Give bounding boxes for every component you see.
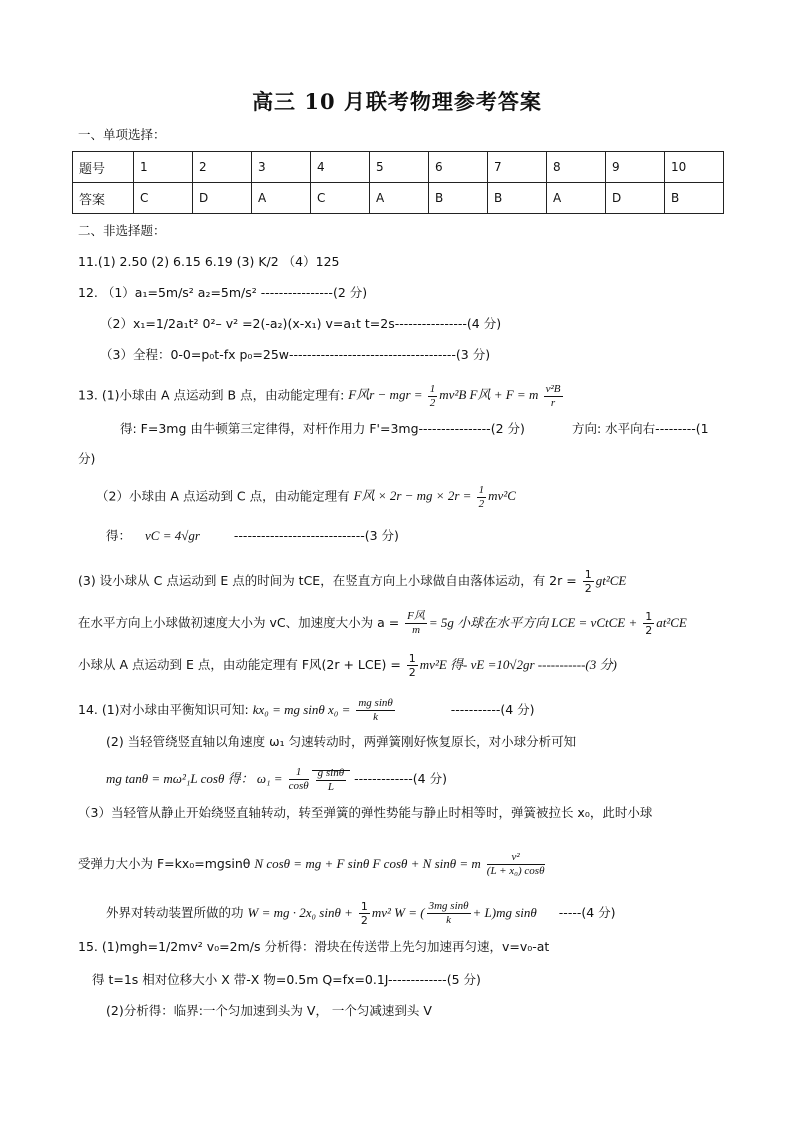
row-label-answer: 答案 bbox=[73, 183, 134, 214]
q11-answer: 11.(1) 2.50 (2) 6.15 6.19 (3) K/2 （4）125 bbox=[78, 254, 340, 269]
fraction-den: r bbox=[550, 397, 556, 409]
fraction bbox=[405, 610, 427, 637]
fraction-num: F风 bbox=[407, 610, 425, 622]
formula-text: mv²E 得- vE =10√2gr -----------(3 分) bbox=[419, 657, 617, 672]
fraction bbox=[356, 697, 394, 724]
fraction-den: cosθ bbox=[288, 780, 309, 792]
formula-text: mg tanθ = mω²₁L cosθ 得： ω₁ = bbox=[106, 771, 283, 786]
q13-score-tail: 分) bbox=[78, 451, 96, 466]
q14-part2-formula bbox=[106, 766, 447, 794]
table-cell: A bbox=[370, 183, 429, 214]
q13-part3-line3 bbox=[78, 652, 617, 679]
fraction bbox=[289, 766, 309, 793]
fraction-den: 2 bbox=[478, 498, 485, 510]
q14-part2: (2) 当轻管绕竖直轴以角速度 ω₁ 匀速转动时，两弹簧刚好恢复原长，对小球分析可知 bbox=[106, 734, 577, 749]
table-cell: 4 bbox=[311, 152, 370, 183]
formula-text: W = mg · 2x₀ sinθ + bbox=[247, 905, 353, 920]
q13-part2-text: （2）小球由 A 点运动到 C 点，由动能定理有 bbox=[96, 488, 350, 504]
table-cell: B bbox=[665, 183, 724, 214]
table-cell: 8 bbox=[547, 152, 606, 183]
q13-part1 bbox=[78, 383, 565, 410]
fraction-den: 2 bbox=[645, 624, 653, 637]
fraction-den: (L + x₀) cosθ bbox=[486, 865, 545, 877]
q13-part3-line2 bbox=[78, 610, 687, 637]
table-cell: 1 bbox=[134, 152, 193, 183]
fraction-num: 1 bbox=[584, 568, 592, 581]
table-cell: 7 bbox=[488, 152, 547, 183]
fraction-num: 1 bbox=[645, 610, 653, 623]
fraction-den: 2 bbox=[408, 666, 416, 679]
fraction-den: k bbox=[373, 711, 378, 723]
formula-text: kx₀ = mg sinθ x₀ = bbox=[252, 702, 351, 717]
table-cell: C bbox=[134, 183, 193, 214]
formula-text: = 5g 小球在水平方向 LCE = vCtCE + bbox=[428, 615, 638, 630]
fraction-den: 2 bbox=[360, 914, 368, 927]
table-cell: 5 bbox=[370, 152, 429, 183]
table-cell: 10 bbox=[665, 152, 724, 183]
table-cell: B bbox=[429, 183, 488, 214]
q12-part3: （3）全程：0-0=p₀t-fx p₀=25w-------------------------------------(3 分) bbox=[100, 347, 491, 362]
fraction-num: 3mg sinθ bbox=[428, 900, 469, 912]
q13-direction: 方向: 水平向右---------(1 bbox=[572, 421, 709, 436]
section-heading-nonchoice: 二、非选择题： bbox=[78, 223, 166, 238]
formula-text: mv² W = ( bbox=[371, 905, 425, 920]
score-dashes: -------------(4 分) bbox=[354, 771, 447, 786]
q15-part1-line1: 15. (1)mgh=1/2mv² v₀=2m/s 分析得：滑块在传送带上先匀加速再匀速，v=v₀-at bbox=[78, 939, 550, 954]
table-cell: 6 bbox=[429, 152, 488, 183]
fraction-den: 2 bbox=[429, 397, 436, 409]
fraction-den: m bbox=[412, 624, 421, 636]
fraction-num: 1 bbox=[429, 383, 436, 395]
q13-part2-result bbox=[106, 527, 399, 545]
fraction-den: 2 bbox=[584, 582, 592, 595]
q13-part3-text2: 在水平方向上小球做初速度大小为 vC、加速度大小为 a = bbox=[78, 615, 400, 630]
q14-part3-line1: （3）当轻管从静止开始绕竖直轴转动，转至弹簧的弹性势能与静止时相等时，弹簧被拉长 x₀，此时小球 bbox=[78, 805, 653, 820]
q13-result1: 得: F=3mg 由牛顿第三定律得，对杆作用力 F'=3mg----------------(2 分) bbox=[120, 421, 525, 436]
fraction-num: mg sinθ bbox=[358, 697, 393, 709]
fraction-num: v² bbox=[487, 851, 545, 865]
fraction-den: L bbox=[327, 780, 334, 793]
table-cell: 2 bbox=[193, 152, 252, 183]
formula-text: + L)mg sinθ bbox=[472, 905, 537, 920]
fraction bbox=[643, 610, 654, 637]
q13-part3-line1 bbox=[78, 568, 626, 595]
q15-part1-line2: 得 t=1s 相对位移大小 X 带-X 物=0.5m Q=fx=0.1J-------------(5 分) bbox=[92, 972, 481, 987]
sqrt-expression bbox=[312, 766, 351, 793]
table-row-answers bbox=[73, 183, 724, 214]
table-cell: D bbox=[193, 183, 252, 214]
fraction-num: 1 bbox=[360, 900, 368, 913]
row-label-question: 题号 bbox=[73, 152, 134, 183]
fraction bbox=[477, 484, 487, 511]
q14-part3-text: 受弹力大小为 F=kx₀=mgsinθ bbox=[78, 856, 251, 871]
q13-part2 bbox=[96, 484, 516, 511]
fraction bbox=[427, 900, 471, 927]
score-dashes: -----(4 分) bbox=[558, 905, 616, 920]
table-cell: A bbox=[252, 183, 311, 214]
fraction-den: k bbox=[446, 914, 451, 926]
table-cell: 9 bbox=[606, 152, 665, 183]
q13-part1-text: 13. (1)小球由 A 点运动到 B 点，由动能定理有: bbox=[78, 387, 345, 403]
q14-work-text: 外界对转动装置所做的功 bbox=[106, 905, 244, 920]
fraction bbox=[428, 383, 438, 410]
answer-table bbox=[72, 151, 724, 214]
table-row-question-numbers bbox=[73, 152, 724, 183]
fraction bbox=[583, 568, 594, 595]
q13-part3-text: (3) 设小球从 C 点运动到 E 点的时间为 tCE，在竖直方向上小球做自由落体运动，有 2r = bbox=[78, 573, 577, 588]
fraction-num: g sinθ bbox=[317, 766, 345, 779]
q14-part3-line2 bbox=[78, 851, 547, 878]
fraction bbox=[544, 383, 563, 410]
q12-part2: （2）x₁=1/2a₁t² 0²– v² =2(-a₂)(x-x₁) v=a₁t t=2s----------------(4 分) bbox=[100, 316, 502, 331]
q12-part1: 12. （1）a₁=5m/s² a₂=5m/s² ----------------(2 分) bbox=[78, 285, 368, 300]
formula-text: mv²B F风 + F = m bbox=[439, 387, 539, 403]
q14-part1-text: 14. (1)对小球由平衡知识可知: bbox=[78, 702, 249, 717]
q13-part2-formula bbox=[353, 484, 516, 510]
table-cell: D bbox=[606, 183, 665, 214]
section-heading-choice: 一、单项选择： bbox=[78, 127, 166, 142]
q14-part3-work bbox=[106, 900, 616, 927]
fraction-num: v²B bbox=[545, 383, 561, 395]
fraction-num: 1 bbox=[478, 484, 485, 496]
formula-text: gt²CE bbox=[595, 573, 627, 588]
fraction bbox=[407, 652, 418, 679]
table-cell: 3 bbox=[252, 152, 311, 183]
fraction bbox=[487, 851, 545, 878]
q13-part1-formula bbox=[348, 383, 564, 409]
vc-formula: vC = 4√gr bbox=[145, 528, 200, 543]
formula-text: at²CE bbox=[656, 615, 687, 630]
formula-text: F风 × 2r − mg × 2r = bbox=[353, 488, 472, 504]
table-cell: C bbox=[311, 183, 370, 214]
fraction bbox=[359, 900, 370, 927]
table-cell: A bbox=[547, 183, 606, 214]
formula-text: N cosθ = mg + F sinθ F cosθ + N sinθ = m bbox=[254, 856, 481, 871]
q15-part2: (2)分析得：临界:一个匀加速到头为 V， 一个匀减速到头 V bbox=[106, 1003, 432, 1018]
score-dashes: -----------------------------(3 分) bbox=[233, 528, 399, 543]
table-cell: B bbox=[488, 183, 547, 214]
page-title: 高三 10 月联考物理参考答案 bbox=[252, 89, 542, 114]
q14-part1 bbox=[78, 697, 535, 724]
fraction-num: 1 bbox=[408, 652, 416, 665]
q13-part3-text3: 小球从 A 点运动到 E 点，由动能定理有 F风(2r + LCE) = bbox=[78, 657, 401, 672]
formula-text: F风r − mgr = bbox=[348, 387, 423, 403]
fraction bbox=[316, 767, 347, 794]
result-label: 得： bbox=[106, 528, 132, 543]
formula-text: mv²C bbox=[488, 488, 516, 504]
score-dashes: -----------(4 分) bbox=[450, 702, 535, 717]
fraction-num: 1 bbox=[289, 766, 309, 780]
